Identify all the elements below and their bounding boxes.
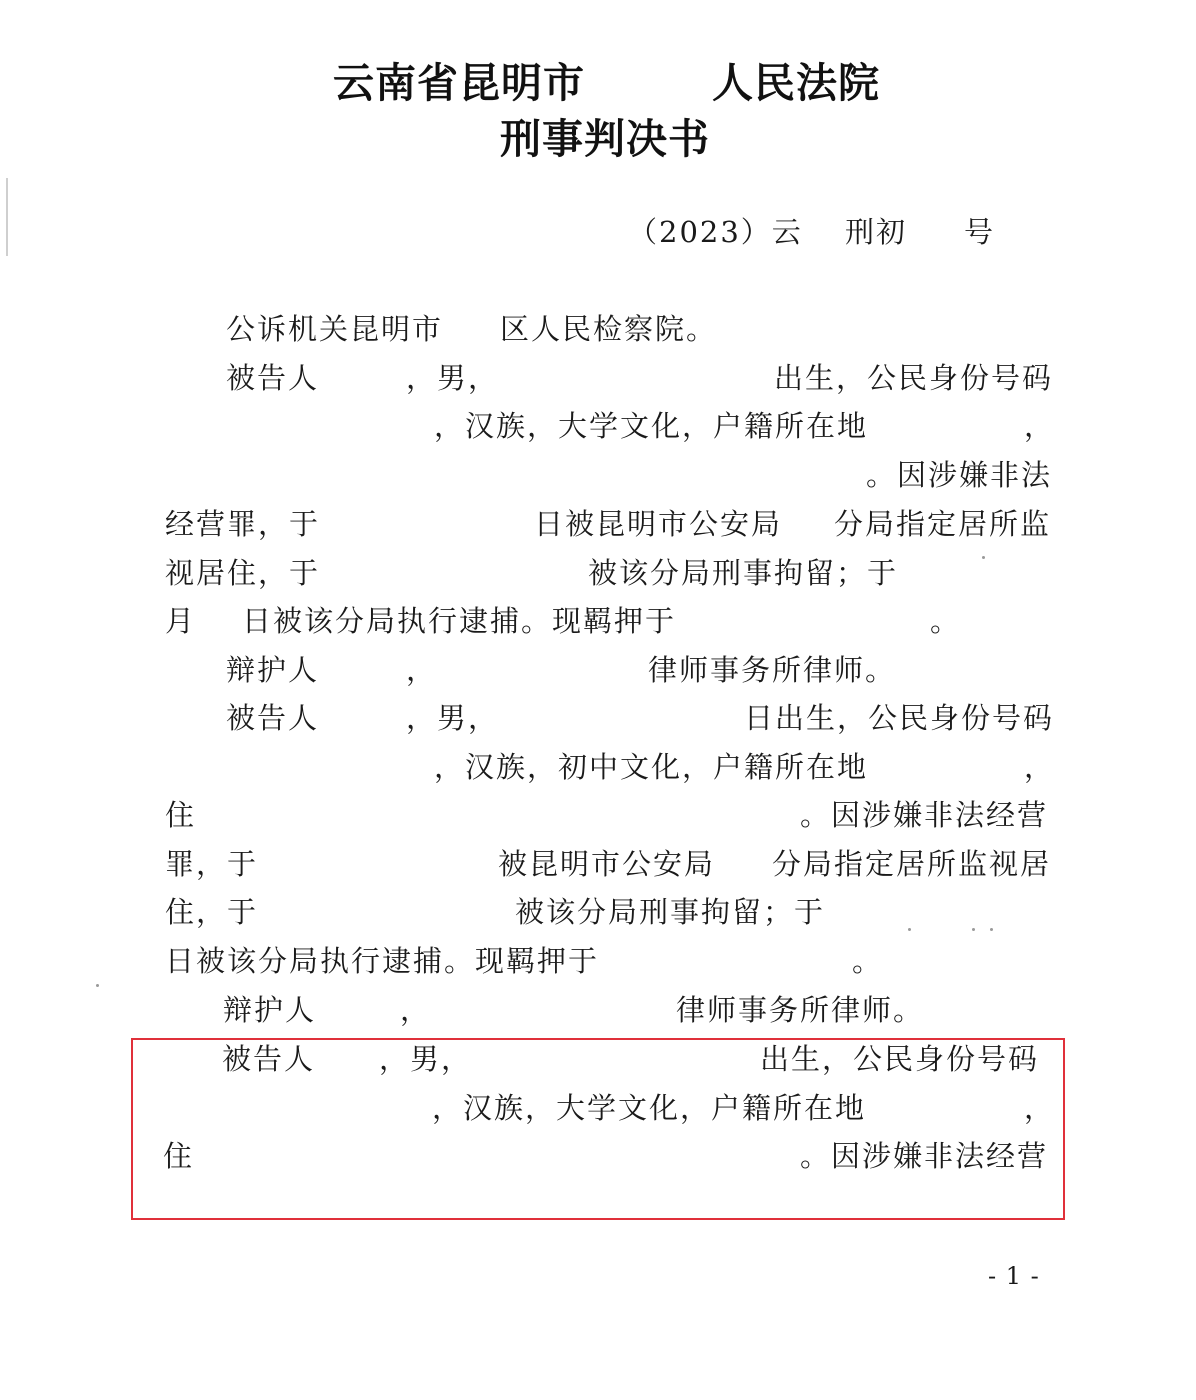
defender2-label: 辩护人	[223, 993, 317, 1027]
defendant2-label: 被告人	[226, 701, 320, 735]
defender2-comma: ，	[400, 993, 432, 1027]
scan-edge-mark	[6, 178, 8, 256]
defendant1-birth-id: 出生，公民身份号码	[774, 361, 1054, 395]
defendant2-surveillance: 住，于	[165, 895, 259, 929]
defendant2-police: 被昆明市公安局	[498, 847, 716, 881]
court-name-right: 人民法院	[712, 59, 880, 107]
defendant3-ethnic-edu: ，汉族，大学文化，户籍所在地	[432, 1091, 867, 1125]
defendant1-ethnic-edu: ，汉族，大学文化，户籍所在地	[434, 409, 869, 443]
defendant3-suspicion: 。因涉嫌非法经营	[800, 1139, 1049, 1173]
defendant3-comma: ，	[1024, 1091, 1056, 1125]
defendant2-sex: ，男，	[406, 701, 500, 735]
defendant3-address-label: 住	[163, 1139, 195, 1173]
court-name-left: 云南省昆明市	[333, 59, 585, 107]
case-number-type: 刑初	[845, 215, 908, 249]
defendant1-detention: 被该分局刑事拘留；于	[588, 556, 899, 590]
defendant3-birth-id: 出生，公民身份号码	[760, 1042, 1040, 1076]
defendant1-period: 。	[930, 604, 962, 638]
defendant2-birth-id: 日出生，公民身份号码	[744, 701, 1055, 735]
defendant1-arrest: 日被该分局执行逮捕。现羁押于	[242, 604, 677, 638]
defendant3-sex: ，男，	[379, 1042, 473, 1076]
defendant2-comma: ，	[1024, 750, 1056, 784]
defendant1-sex: ，男，	[406, 361, 500, 395]
defendant1-residence: 分局指定居所监	[834, 507, 1052, 541]
document-type-title: 刑事判决书	[500, 115, 710, 163]
defendant2-period: 。	[852, 944, 884, 978]
scan-speck	[96, 984, 99, 987]
case-number-suffix: 号	[964, 215, 996, 249]
defendant2-address-label: 住	[165, 798, 197, 832]
defender1-firm: 律师事务所律师。	[648, 653, 897, 687]
prosecutor-office: 区人民检察院。	[500, 312, 718, 346]
scan-speck	[972, 928, 975, 931]
defendant2-residence: 分局指定居所监视居	[772, 847, 1052, 881]
prosecutor-label: 公诉机关昆明市	[226, 312, 444, 346]
scan-speck	[982, 556, 985, 559]
defendant1-label: 被告人	[226, 361, 320, 395]
page-number: - 1 -	[988, 1262, 1040, 1290]
defendant1-suspicion: 。因涉嫌非法	[866, 458, 1053, 492]
defendant1-comma: ，	[1024, 409, 1056, 443]
defender1-label: 辩护人	[226, 653, 320, 687]
defendant1-month: 月	[165, 604, 197, 638]
defendant1-police: 日被昆明市公安局	[534, 507, 783, 541]
defendant1-crime: 经营罪，于	[165, 507, 321, 541]
defendant2-detention: 被该分局刑事拘留；于	[515, 895, 826, 929]
scan-speck	[990, 928, 993, 931]
defender2-firm: 律师事务所律师。	[676, 993, 925, 1027]
defendant3-label: 被告人	[222, 1042, 316, 1076]
defender1-comma: ，	[406, 653, 438, 687]
defendant2-ethnic-edu: ，汉族，初中文化，户籍所在地	[434, 750, 869, 784]
defendant1-surveillance: 视居住，于	[165, 556, 321, 590]
defendant2-arrest: 日被该分局执行逮捕。现羁押于	[165, 944, 600, 978]
defendant2-crime: 罪，于	[165, 847, 259, 881]
defendant2-suspicion: 。因涉嫌非法经营	[800, 798, 1049, 832]
scan-speck	[908, 928, 911, 931]
case-number-year: （2023）云	[628, 215, 803, 249]
